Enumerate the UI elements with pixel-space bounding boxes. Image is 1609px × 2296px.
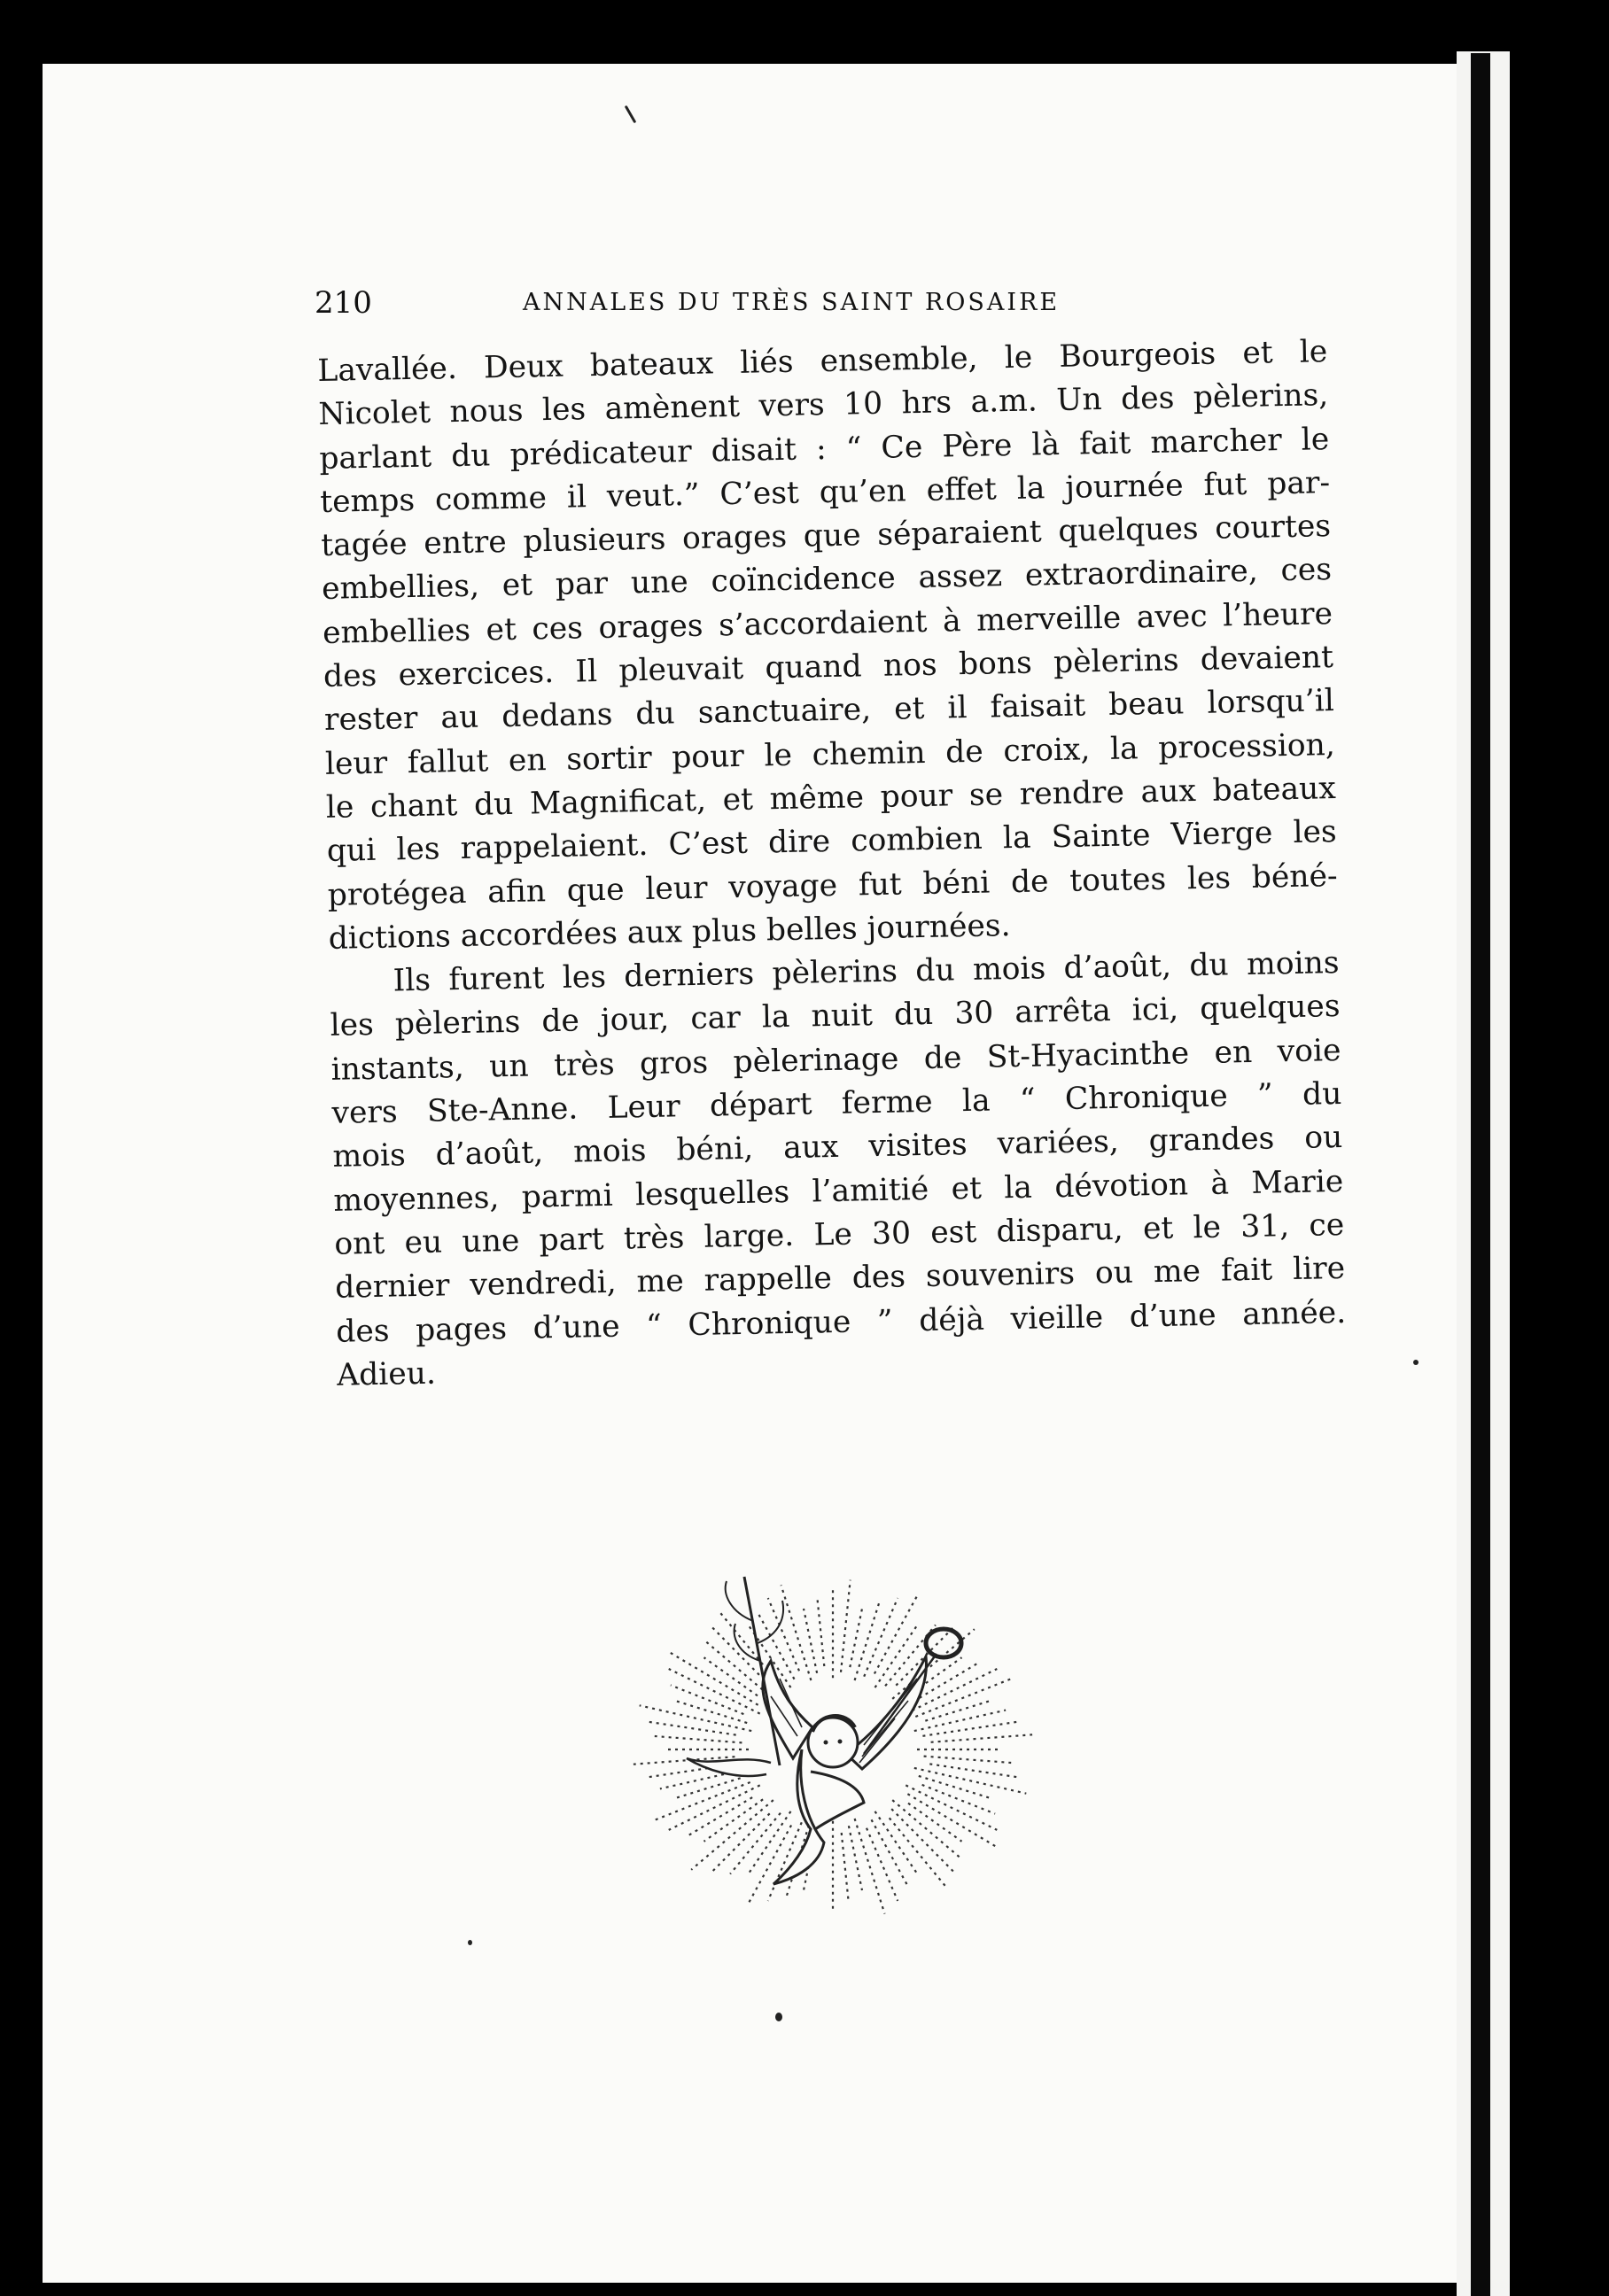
page-gutter-shadow	[1471, 53, 1490, 2296]
engraving-ray	[924, 1757, 1012, 1763]
text-line: parlant du prédicateur disait : “ Ce Père là fait marcher le	[318, 421, 1330, 477]
engraving-ray	[842, 1833, 849, 1901]
engraving-ray	[907, 1794, 997, 1847]
engraving-ray	[892, 1800, 960, 1857]
paper-speck	[1413, 1360, 1419, 1365]
text-line: Lavallée. Deux bateaux liés ensemble, le Bourgeois et le	[317, 334, 1328, 389]
engraving-ray	[908, 1803, 962, 1842]
text-line: dernier vendredi, me rappelle des souvenirs ou me fait lire	[334, 1251, 1346, 1307]
text-line: Adieu.	[336, 1355, 437, 1393]
text-line: ont eu une part très large. Le 30 est disparu, et le 31, ce	[334, 1206, 1345, 1262]
engraving-ray	[691, 1800, 773, 1870]
engraving-ray	[849, 1826, 862, 1890]
paragraph-1	[317, 330, 1339, 961]
engraving-ray	[817, 1598, 824, 1666]
engraving-ray	[864, 1598, 898, 1677]
running-header	[315, 285, 1360, 330]
paper-speck	[775, 2013, 782, 2021]
engraving-ray	[711, 1813, 769, 1873]
paper-speck	[468, 1940, 472, 1945]
engraving-ray	[841, 1580, 851, 1672]
engraving-ray	[931, 1734, 1033, 1742]
engraving-ray	[704, 1799, 764, 1842]
engraving-ray	[804, 1609, 817, 1673]
engraving-ray	[640, 1705, 752, 1731]
body-text	[317, 330, 1348, 1398]
text-line: vers Ste-Anne. Leur départ ferme la “ Chronique ” du	[331, 1076, 1342, 1131]
text-line: qui les rappelaient. C’est dire combien la Sainte Vierge les	[326, 814, 1338, 870]
text-line: temps comme il veut.” C’est qu’en effet la journée fut par-	[319, 464, 1331, 520]
text-line: les pèlerins de jour, car la nuit du 30 arrêta ici, quelques	[330, 989, 1341, 1044]
text-line: dictions accordées aux plus belles journées.	[328, 907, 1011, 957]
engraving-ray	[914, 1768, 1027, 1794]
engraving-ray	[704, 1657, 758, 1695]
text-line: moyennes, parmi lesquelles l’amitié et la dévotion à Marie	[333, 1163, 1344, 1219]
paragraph-2	[329, 942, 1347, 1398]
engraving-ray	[850, 1609, 862, 1667]
engraving-ray	[781, 1585, 812, 1680]
flying-cherub-vignette-icon	[580, 1537, 1059, 1927]
text-line: Ils furent les derniers pèlerins du mois d’août, du moins	[393, 945, 1340, 999]
text-line: Nicolet nous les amènent vers 10 hrs a.m. Un des pèlerins,	[318, 377, 1329, 433]
text-line: embellies, et par une coïncidence assez extraordinaire, ces	[321, 552, 1333, 608]
engraving-ray	[655, 1736, 742, 1742]
engraving-ray	[922, 1721, 1019, 1735]
engraving-ray	[890, 1818, 948, 1889]
text-line: leur fallut en sortir pour le chemin de croix, la procession,	[324, 726, 1336, 782]
engraving-ray	[891, 1809, 954, 1873]
text-line: des pages d’une “ Chronique ” déjà vieille d’une année.	[335, 1294, 1347, 1350]
text-line: des exercices. Il pleuvait quand nos bons pèlerins devaient	[323, 640, 1334, 695]
text-line: protégea afin que leur voyage fut béni de toutes les béné-	[327, 857, 1338, 913]
engraving-ray	[855, 1819, 885, 1914]
text-line: mois d’août, mois béni, aux visites variées, grandes ou	[332, 1120, 1343, 1175]
text-line: instants, un très gros pèlerinage de St-Hyacinthe en voie	[330, 1032, 1341, 1088]
engraving-ray	[925, 1701, 991, 1721]
engraving-ray	[675, 1778, 741, 1798]
running-title: ANNALES DU TRÈS SAINT ROSAIRE	[523, 289, 1061, 316]
page-number: 210	[315, 285, 372, 321]
text-line: tagée entre plusieurs orages que séparaient quelques courtes	[320, 508, 1332, 564]
text-line: rester au dedans du sanctuaire, et il faisait beau lorsqu’il	[323, 683, 1335, 739]
text-line: le chant du Magnificat, et même pour se rendre aux bateaux	[325, 770, 1337, 826]
text-line: embellies et ces orages s’accordaient à merveille avec l’heure	[322, 595, 1333, 651]
engraving-ray	[669, 1652, 758, 1705]
